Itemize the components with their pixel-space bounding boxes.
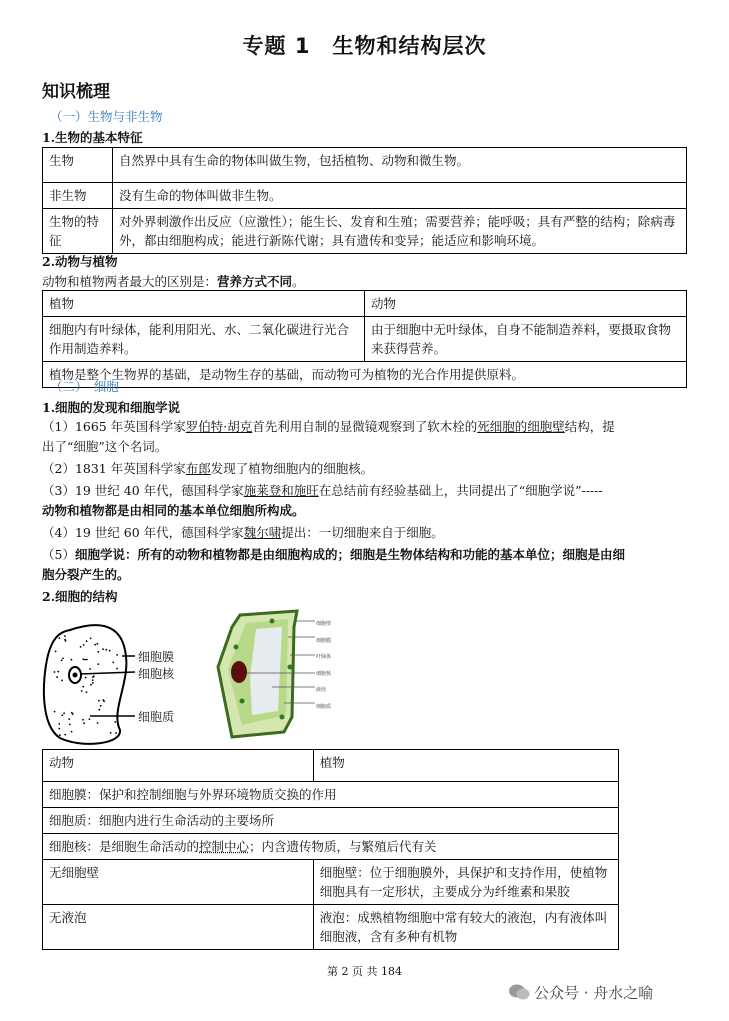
cytoplasm-dot [83,722,85,724]
cytoplasm-dot [90,684,92,686]
pointer-nucleus [80,672,135,674]
para-5-cont: 胞分裂产生的。 [42,567,130,582]
chloroplast [234,645,239,650]
table-row [43,834,619,860]
cytoplasm-dot [64,639,66,641]
label-cytoplasm: 细胞质 [138,710,175,724]
para-4 [42,523,690,543]
chloroplast [288,665,293,670]
cytoplasm-dots [54,635,118,736]
wechat-icon [508,983,530,1001]
cytoplasm-dot [83,658,85,660]
cytoplasm-dot [82,719,84,721]
page-title: 专题 1 生物和结构层次 [242,34,487,58]
animal-cell-figure [40,620,200,750]
text: 在总结前有经验基础上，共同提出了“细胞学说”----- [318,483,603,498]
cytoplasm-dot [62,658,64,660]
cytoplasm-dot [116,668,118,670]
para-1-cont: 出了“细胞”这个名词。 [42,439,168,454]
cytoplasm-dot [89,668,91,670]
cytoplasm-dot [116,654,118,656]
text: 结构，提 [564,419,615,434]
table-cell: 液泡：成熟植物细胞中常有较大的液泡，内有液体叫细胞液，含有多种有机物 [313,905,618,950]
para-3 [42,481,690,501]
cytoplasm-dot [115,732,117,734]
cytoplasm-dot [80,646,82,648]
cytoplasm-dot [85,677,87,679]
para-5 [42,545,690,565]
cytoplasm-dot [61,680,63,682]
cytoplasm-dot [105,649,107,651]
scientist-name: 魏尔啸 [243,525,282,540]
cytoplasm-dot [86,659,88,661]
page-footer: 第 2 页 共 184 [327,965,402,978]
cytoplasm-dot [114,721,116,723]
text: （4）19 世纪 60 年代，德国科学家 [42,525,244,540]
cytoplasm-dot [97,643,99,645]
table-cell: 对外界刺激作出反应（应激性）；能生长、发育和生殖；需要营养；能呼吸；具有严整的结构；除病毒外，都由细胞构成；能进行新陈代谢；具有遗传和变异；能适应和影响环境。 [113,209,687,254]
nucleus [231,661,247,683]
cytoplasm-dot [102,699,104,701]
cytoplasm-dot [97,722,99,724]
table-row [43,782,619,808]
part1-label: （一）生物与非生物 [50,109,163,124]
table-cell: 非生物 [43,183,113,209]
table-row [43,750,619,782]
cytoplasm-dot [94,644,96,646]
table-cell: 由于细胞中无叶绿体，自身不能制造养料，要摄取食物来获得营养。 [365,317,687,362]
cell-theory: 细胞学说：所有的动物和植物都是由细胞构成的；细胞是生物体结构和功能的基本单位；细胞是由细 [74,547,625,562]
table-cell: 无液泡 [43,905,314,950]
para-3-cont: 动物和植物都是由相同的基本单位细胞所构成。 [42,503,305,518]
cytoplasm-dot [71,712,73,714]
table-cell: 生物 [43,148,113,183]
part1-sub2: 2.动物与植物 [42,254,118,269]
cytoplasm-dot [81,690,83,692]
cytoplasm-dot [83,644,85,646]
label-nucleus: 细胞核 [138,667,175,681]
part2-sub2: 2.细胞的结构 [42,589,118,604]
chloroplast [280,715,285,720]
section-heading: 知识梳理 [42,82,110,102]
table-cell: 细胞质：细胞内进行生命活动的主要场所 [43,808,619,834]
plant-label: 细胞膜 [316,637,332,644]
cytoplasm-dot [98,700,100,702]
part2-sub1: 1.细胞的发现和细胞学说 [42,400,181,415]
text: （2）1831 年英国科学家 [42,461,186,476]
table-cell: 细胞内有叶绿体，能利用阳光、水、二氧化碳进行光合作用制造养料。 [43,317,365,362]
scientist-name: 施莱登和施旺 [243,483,319,498]
table-cell: 植物 [313,750,618,782]
cytoplasm-dot [64,635,66,637]
cytoplasm-dot [98,709,100,711]
text: 提出：一切细胞来自于细胞。 [281,525,444,540]
table-row [43,183,687,209]
table-row [43,362,687,388]
table-row [43,905,619,950]
label-membrane: 细胞膜 [138,650,175,664]
chloroplast [270,619,275,624]
text: 控制中心 [199,839,250,854]
cytoplasm-dot [110,732,112,734]
chloroplast [240,699,245,704]
cytoplasm-dot [89,718,91,720]
table-row [43,860,619,905]
diff-line [42,272,305,290]
features-table [42,147,687,254]
text: ；内含遗传物质，与繁殖后代有关 [249,839,437,854]
table-cell: 植物是整个生物界的基础，是动物生存的基础，而动物可为植物的光合作用提供原料。 [43,362,687,388]
vacuole [250,627,282,715]
table-row [43,317,687,362]
cytoplasm-dot [97,651,99,653]
table-cell: 动物 [43,750,314,782]
diff-bold: 营养方式不同 [217,274,293,289]
cytoplasm-dot [92,682,94,684]
nucleolus [73,673,78,678]
cytoplasm-dot [61,714,63,716]
cytoplasm-dot [55,651,57,653]
table-cell: 无细胞壁 [43,860,314,905]
watermark [508,982,653,1003]
cytoplasm-dot [59,734,61,736]
table-cell: 细胞膜：保护和控制细胞与外界环境物质交换的作用 [43,782,619,808]
plant-label: 细胞质 [316,703,332,710]
cytoplasm-dot [82,686,84,688]
animal-cell-outline [44,625,127,744]
diff-end: 。 [292,274,305,289]
cytoplasm-dot [86,640,88,642]
cytoplasm-dot [86,691,88,693]
cytoplasm-dot [71,659,73,661]
text: 首先利用自制的显微镜观察到了软木栓的 [252,419,478,434]
term: 死细胞的细胞壁 [477,419,565,434]
plant-label: 细胞核 [316,670,332,677]
cytoplasm-dot [59,637,61,639]
cytoplasm-dot [56,676,58,678]
plant-label: 叶绿体 [316,654,332,660]
cytoplasm-dot [71,731,73,733]
table-cell: 没有生命的物体叫做非生物。 [113,183,687,209]
cytoplasm-dot [102,648,104,650]
plant-label: 液泡 [316,687,327,693]
table-row [43,291,687,317]
watermark-text: 公众号 · 舟水之喻 [534,984,654,1002]
cytoplasm-dot [100,705,102,707]
table-cell: 植物 [43,291,365,317]
plant-animal-table [42,290,687,388]
table-cell: 动物 [365,291,687,317]
cytoplasm-dot [112,662,114,664]
text: 细胞核：是细胞生命活动的 [49,839,200,854]
cytoplasm-dot [57,671,59,673]
para-1 [42,417,690,437]
cytoplasm-dot [58,728,60,730]
cytoplasm-dot [68,718,70,720]
part2-label: （二） 细胞 [50,379,119,394]
cytoplasm-dot [92,679,94,681]
table-cell [43,834,619,860]
diff-prefix: 动物和植物两者最大的区别是： [42,274,218,289]
cytoplasm-dot [61,660,63,662]
table-row [43,148,687,183]
text: （5） [42,547,75,562]
cytoplasm-dot [54,671,56,673]
cytoplasm-dot [64,734,66,736]
plant-label: 细胞壁 [316,621,332,627]
part1-sub1: 1.生物的基本特征 [42,130,143,145]
scientist-name: 罗伯特·胡克 [185,419,253,434]
cytoplasm-dot [54,711,56,713]
para-2 [42,459,690,479]
cytoplasm-dot [93,675,95,677]
cytoplasm-dot [84,659,86,661]
table-cell: 自然界中具有生命的物体叫做生物，包括植物、动物和微生物。 [113,148,687,183]
cytoplasm-dot [63,712,65,714]
cell-structure-table [42,749,619,950]
text: 发现了植物细胞内的细胞核。 [210,461,374,476]
text: （1）1665 年英国科学家 [42,419,186,434]
cytoplasm-dot [58,723,60,725]
table-cell: 细胞壁：位于细胞膜外，具保护和支持作用，使植物细胞具有一定形状，主要成分为纤维素和果胶 [313,860,618,905]
table-row [43,808,619,834]
scientist-name: 布郎 [185,461,211,476]
table-cell: 生物的特征 [43,209,113,254]
cytoplasm-dot [90,638,92,640]
plant-cell-figure [212,607,362,742]
cytoplasm-dot [97,663,99,665]
cytoplasm-dot [109,650,111,652]
table-row [43,209,687,254]
text: （3）19 世纪 40 年代，德国科学家 [42,483,244,498]
cytoplasm-dot [69,724,71,726]
plant-labels [316,616,331,715]
